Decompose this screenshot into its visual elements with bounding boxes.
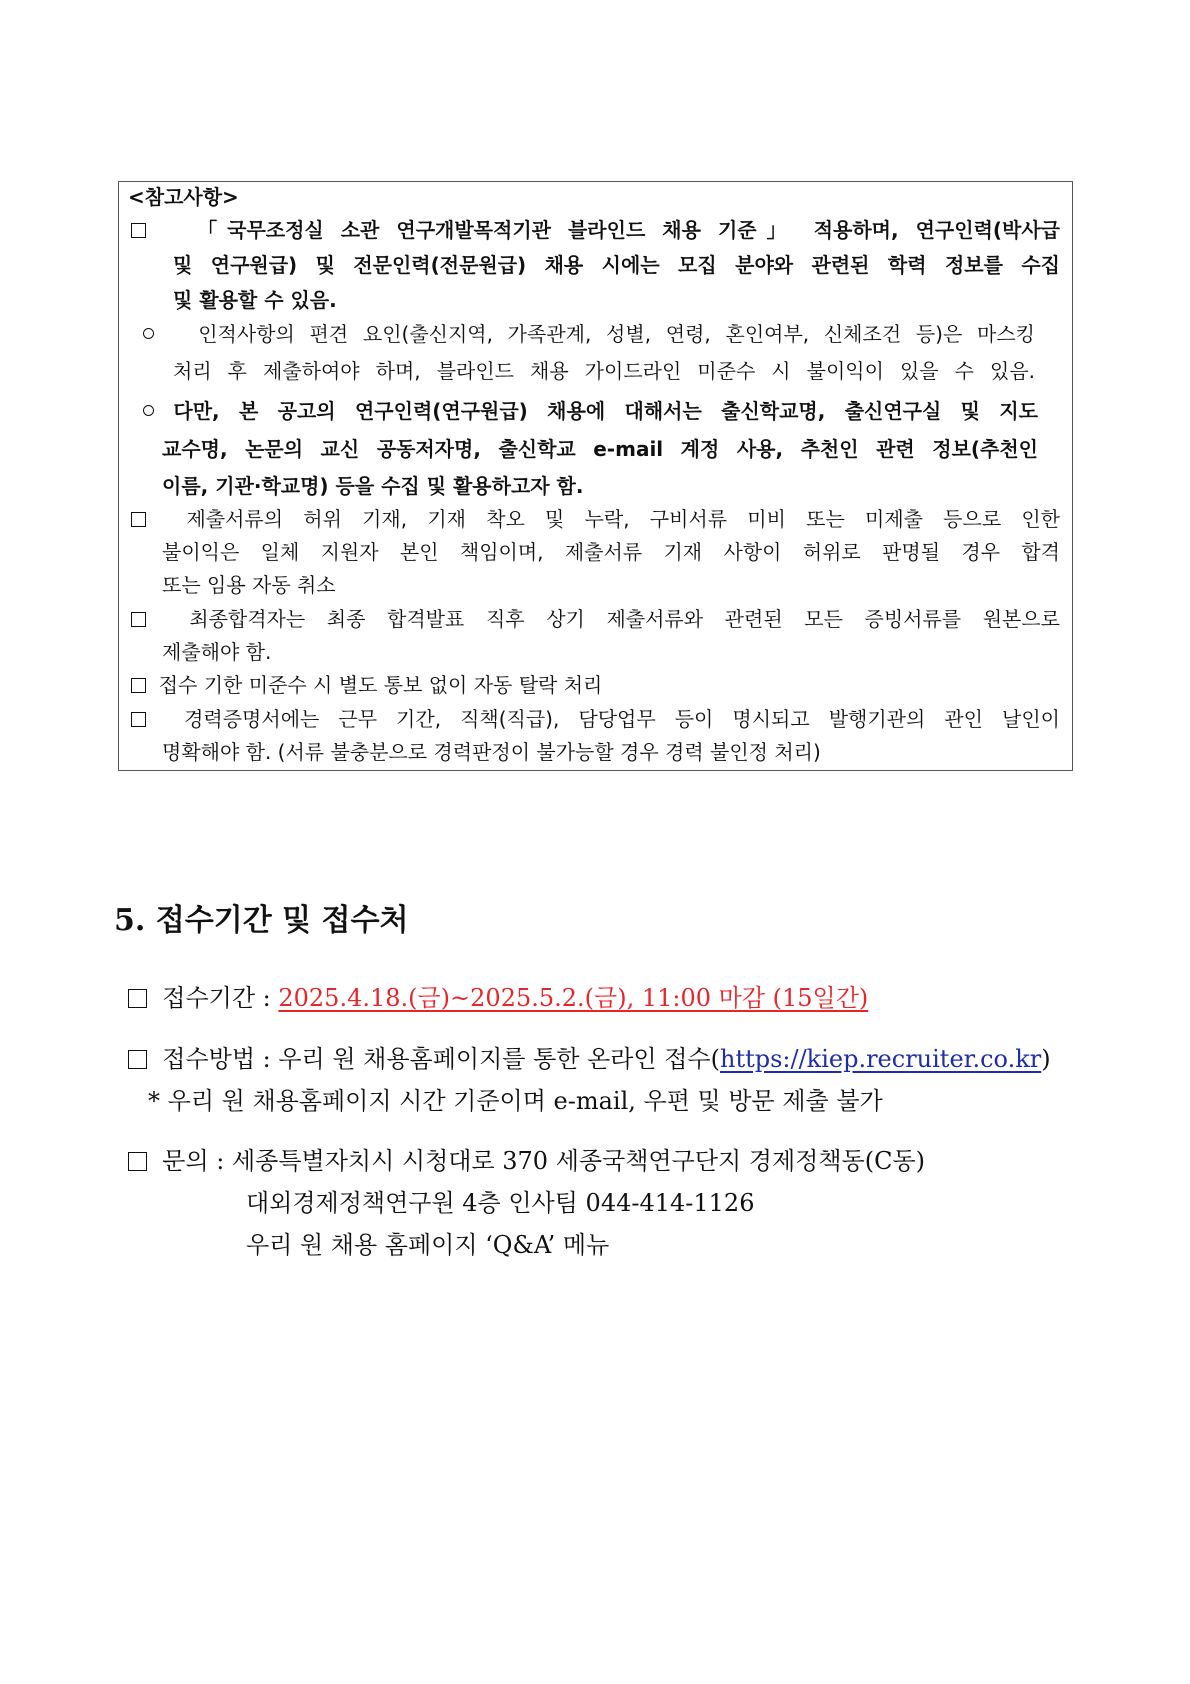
notice-item-2-line-1: 인적사항의 편견 요인(출신지역, 가족관계, 성별, 연령, 혼인여부, 신체조건 등)은 마스킹 [143, 321, 1035, 347]
notice-item-3-line-1: 다만, 본 공고의 연구인력(연구원급) 채용에 대해서는 출신학교명, 출신연구실 및 지도 [143, 398, 1038, 424]
notice-item-5-line-2: 제출해야 함. [162, 640, 272, 664]
notice-item-1-line-3: 및 활용할 수 있음. [173, 288, 337, 312]
bullet-circle-icon [143, 328, 154, 339]
notice-item-4-line-1: 제출서류의 허위 기재, 기재 착오 및 누락, 구비서류 미비 또는 미제출 등으로 인한 [131, 506, 1060, 532]
section-5-title: 5. 접수기간 및 접수처 [114, 903, 409, 938]
checkbox-square-icon [128, 989, 147, 1008]
checkbox-square-icon [128, 1152, 147, 1171]
notice-heading: <참고사항> [128, 185, 239, 209]
notice-item-6-line-1: 접수 기한 미준수 시 별도 통보 없이 자동 탈락 처리 [131, 672, 602, 698]
application-method: 접수방법 : 우리 원 채용홈페이지를 통한 온라인 접수(https://kiep.recruiter.co.kr) [128, 1043, 1051, 1075]
application-period-value: 2025.4.18.(금)~2025.5.2.(금), 11:00 마감 (15일간) [278, 984, 869, 1012]
checkbox-square-icon [131, 678, 146, 693]
checkbox-square-icon [131, 712, 146, 727]
notice-item-3-line-3: 이름, 기관·학교명) 등을 수집 및 활용하고자 함. [162, 474, 584, 498]
notice-item-7-line-1: 경력증명서에는 근무 기간, 직책(직급), 담당업무 등이 명시되고 발행기관의 관인 날인이 [131, 706, 1060, 732]
recruiter-site-link[interactable]: https://kiep.recruiter.co.kr [719, 1045, 1042, 1073]
notice-item-2-line-2: 처리 후 제출하여야 하며, 블라인드 채용 가이드라인 미준수 시 불이익이 있을 수 있음. [173, 359, 1035, 383]
contact-info-line-3: 우리 원 채용 홈페이지 ‘Q&A’ 메뉴 [246, 1231, 610, 1259]
notice-item-7-line-2: 명확해야 함. (서류 불충분으로 경력판정이 불가능할 경우 경력 불인정 처리) [162, 740, 821, 764]
notice-item-4-line-3: 또는 임용 자동 취소 [162, 573, 336, 597]
application-period: 접수기간 : 2025.4.18.(금)~2025.5.2.(금), 11:00 마감 (15일간) [128, 982, 868, 1014]
notice-item-5-line-1: 최종합격자는 최종 합격발표 직후 상기 제출서류와 관련된 모든 증빙서류를 원본으로 [131, 606, 1060, 632]
checkbox-square-icon [131, 512, 146, 527]
contact-info-line-2: 대외경제정책연구원 4층 인사팀 044-414-1126 [246, 1189, 755, 1217]
notice-item-1-line-1: 「국무조정실 소관 연구개발목적기관 블라인드 채용 기준」 적용하며, 연구인력(박사급 [131, 217, 1060, 243]
notice-item-1-line-2: 및 연구원급) 및 전문인력(전문원급) 채용 시에는 모집 분야와 관련된 학력 정보를 수집 [173, 253, 1060, 277]
notice-item-4-line-2: 불이익은 일체 지원자 본인 책임이며, 제출서류 기재 사항이 허위로 판명될 경우 합격 [162, 540, 1060, 564]
checkbox-square-icon [131, 612, 146, 627]
bullet-circle-icon [143, 405, 154, 416]
contact-info: 문의 : 세종특별자치시 시청대로 370 세종국책연구단지 경제정책동(C동) [128, 1145, 925, 1177]
application-method-note: * 우리 원 채용홈페이지 시간 기준이며 e-mail, 우편 및 방문 제출 불가 [148, 1087, 883, 1115]
notice-item-3-line-2: 교수명, 논문의 교신 공동저자명, 출신학교 e-mail 계정 사용, 추천인 관련 정보(추천인 [162, 437, 1038, 461]
checkbox-square-icon [128, 1050, 147, 1069]
checkbox-square-icon [131, 223, 146, 238]
